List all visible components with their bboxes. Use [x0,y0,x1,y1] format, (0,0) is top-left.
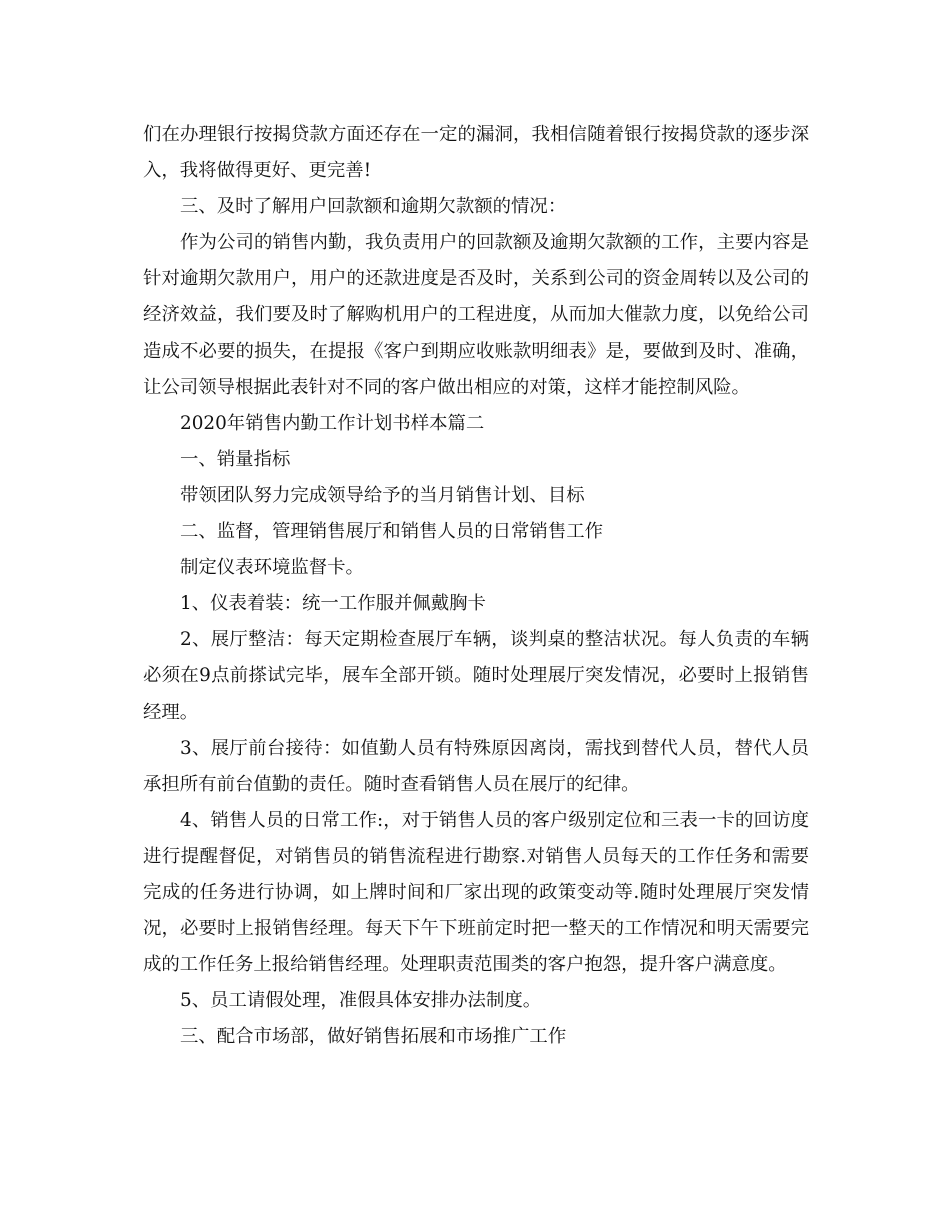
section-heading-supervision: 二、监督，管理销售展厅和销售人员的日常销售工作 [180,521,603,543]
list-item-dress-code: 1、仪表着装：统一工作服并佩戴胸卡 [180,593,486,615]
document-title-part-two: 2020年销售内勤工作计划书样本篇二 [180,412,485,434]
paragraph-repayment-duties: 作为公司的销售内勤，我负责用户的回款额及逾期欠款额的工作，主要内容是针对逾期欠款用户，用户的还款进度是否及时，关系到公司的资金周转以及公司的经济效益，我们要及时了解购机用户的工程进度，从而加大催款力度，以免给公司造成不必要的损失，在提报《客户到期应收账款明细表》是，要做到及时、准确，让公司领导根据此表针对不同的客户做出相应的对策，这样才能控制风险。 [143,232,809,398]
list-item-leave-handling: 5、员工请假处理，准假具体安排办法制度。 [180,990,542,1012]
list-item-showroom-cleanliness: 2、展厅整洁：每天定期检查展厅车辆，谈判桌的整洁状况。每人负责的车辆必须在9点前搽试完毕，展车全部开锁。随时处理展厅突发情况，必要时上报销售经理。 [143,629,809,723]
list-item-daily-work: 4、销售人员的日常工作:，对于销售人员的客户级别定位和三表一卡的回访度进行提醒督促，对销售员的销售流程进行勘察.对销售人员每天的工作任务和需要完成的任务进行协调，如上牌时间和厂家出现的政策变动等.随时处理展厅突发情况，必要时上报销售经理。每天下午下班前定时把一整天的工作情况和明天需要完成的工作任务上报给销售经理。处理职责范围类的客户抱怨，提升客户满意度。 [143,809,809,976]
document-body [143,117,809,1055]
section-heading-marketing: 三、配合市场部，做好销售拓展和市场推广工作 [180,1026,567,1048]
paragraph-continuation: 们在办理银行按揭贷款方面还存在一定的漏洞，我相信随着银行按揭贷款的逐步深入，我将做得更好、更完善! [143,124,809,182]
section-heading-repayment: 三、及时了解用户回款额和逾期欠款额的情况： [180,196,567,218]
paragraph-monitoring-card: 制定仪表环境监督卡。 [180,557,364,579]
paragraph-sales-target: 带领团队努力完成领导给予的当月销售计划、目标 [180,484,585,506]
section-heading-sales-target: 一、销量指标 [180,448,291,470]
list-item-front-desk: 3、展厅前台接待：如值勤人员有特殊原因离岗，需找到替代人员，替代人员承担所有前台值勤的责任。随时查看销售人员在展厅的纪律。 [143,737,809,795]
